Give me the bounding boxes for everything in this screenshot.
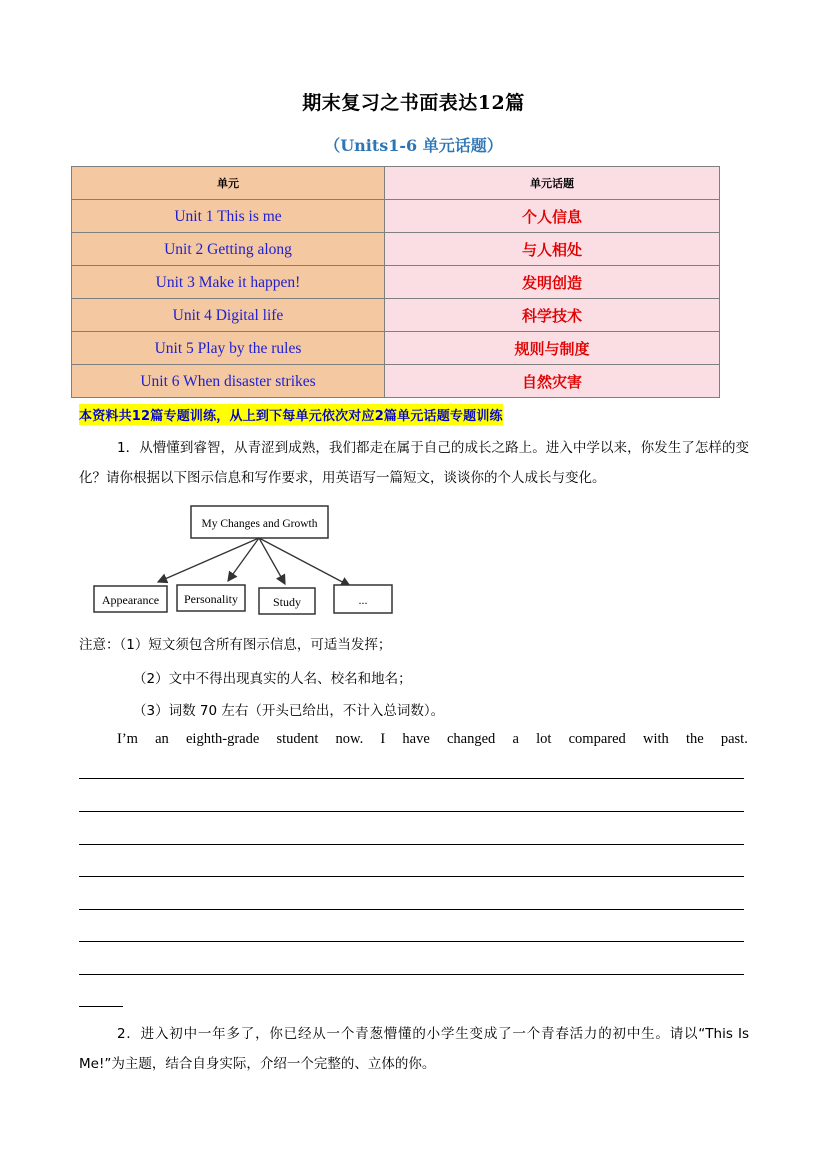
unit-topic: 自然灾害 (521, 372, 582, 391)
answer-line[interactable] (79, 778, 744, 779)
table-row (72, 200, 720, 233)
unit-topic: 科学技术 (521, 306, 582, 325)
header-unit: 单元 (72, 167, 385, 200)
header-topic: 单元话题 (385, 167, 720, 200)
diagram-label-study: Study (272, 595, 302, 609)
word: I (380, 731, 386, 747)
unit-name: Unit 6 When disaster strikes (140, 373, 316, 390)
word: an (155, 731, 169, 747)
word: I’m (117, 731, 138, 747)
answer-line[interactable] (79, 909, 744, 910)
answer-line[interactable] (79, 941, 744, 942)
growth-diagram (88, 500, 408, 620)
unit-name: Unit 4 Digital life (172, 307, 284, 324)
unit-topic: 发明创造 (521, 273, 582, 292)
unit-name: Unit 1 This is me (174, 208, 282, 225)
word: student (276, 731, 319, 747)
unit-topic: 个人信息 (521, 207, 582, 226)
word: the (685, 731, 704, 747)
word: past. (720, 731, 748, 747)
table-header-row (72, 167, 720, 200)
page-title: 期末复习之书面表达12篇 (302, 92, 525, 114)
question-2-body: 2．进入初中一年多了，你已经从一个青葱懵懂的小学生变成了一个青春活力的初中生。请以“This Is Me!”为主题，结合自身实际，介绍一个完整的、立体的你。 (79, 1026, 749, 1072)
diagram-label-appearance: Appearance (101, 593, 160, 607)
answer-line[interactable] (79, 876, 744, 877)
word: lot (536, 731, 552, 747)
table-row (72, 266, 720, 299)
notice-banner: 本资料共12篇专题训练，从上到下每单元依次对应2篇单元话题专题训练 (79, 404, 503, 425)
answer-line[interactable] (79, 811, 744, 812)
question-1-text (79, 433, 749, 493)
diagram-label-personality: Personality (184, 592, 238, 606)
diagram-label-more: ... (358, 593, 368, 607)
answer-line[interactable] (79, 974, 744, 975)
unit-topic: 规则与制度 (514, 339, 590, 358)
unit-name: Unit 5 Play by the rules (154, 340, 302, 357)
page-subtitle: （Units1-6 单元话题） (324, 136, 503, 155)
answer-line[interactable] (79, 844, 744, 845)
diagram-root-label: My Changes and Growth (201, 518, 318, 530)
word: now. (335, 731, 364, 747)
unit-topic: 与人相处 (521, 240, 582, 259)
answer-line-short[interactable] (79, 1006, 123, 1007)
word: have (402, 731, 430, 747)
unit-name: Unit 3 Make it happen! (155, 274, 301, 291)
table-row (72, 332, 720, 365)
table-row (72, 299, 720, 332)
question-1-body: 1．从懵懂到睿智，从青涩到成熟，我们都走在属于自己的成长之路上。进入中学以来，你发生了怎样的变化？请你根据以下图示信息和写作要求，用英语写一篇短文，谈谈你的个人成长与变化。 (79, 440, 749, 486)
word: eighth-grade (186, 731, 260, 747)
note-2: （2）文中不得出现真实的人名、校名和地名； (133, 671, 412, 687)
word: compared (568, 731, 626, 747)
question-2-text (79, 1019, 749, 1079)
table-row (72, 365, 720, 398)
note-3: （3）词数 70 左右（开头已给出，不计入总词数）。 (133, 703, 445, 719)
units-table (71, 166, 720, 398)
word: a (512, 731, 519, 747)
note-1: 注意：（1）短文须包含所有图示信息，可适当发挥； (79, 637, 392, 653)
table-row (72, 233, 720, 266)
word: changed (446, 731, 496, 747)
essay-opening-sentence (117, 731, 748, 748)
unit-name: Unit 2 Getting along (164, 241, 292, 258)
word: with (642, 731, 669, 747)
